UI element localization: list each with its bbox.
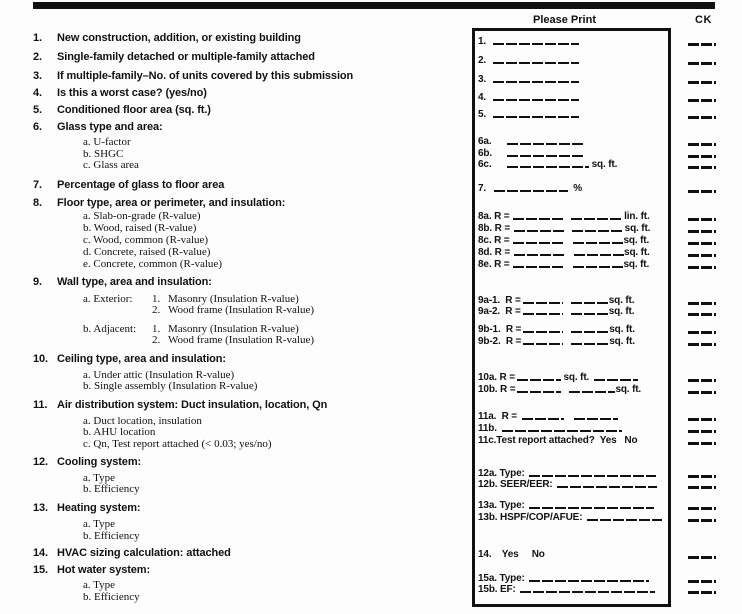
item-subitem	[83, 234, 208, 246]
entry-row-9a-1	[478, 296, 634, 306]
blank-field	[514, 224, 564, 232]
ck-mark	[688, 486, 716, 489]
item-number: 8.	[33, 197, 42, 209]
ck-mark	[688, 556, 716, 559]
item-number: 5.	[33, 104, 42, 116]
blank-field	[574, 412, 618, 420]
blank-field	[523, 337, 563, 345]
item-label: If multiple-family–No. of units covered by this submission	[57, 70, 354, 82]
entry-row-6c	[478, 160, 617, 170]
item-subitem	[83, 579, 115, 591]
entry-row-8a	[478, 212, 650, 222]
subitem-label: a. Type	[83, 518, 116, 530]
blank-field	[493, 37, 579, 45]
item-label: Is this a worst case? (yes/no)	[57, 87, 207, 99]
entry-row-12b	[478, 480, 657, 490]
subitem-label: a. Type	[83, 472, 116, 484]
blank-field	[523, 296, 563, 304]
ck-mark	[688, 391, 716, 394]
item-label: New construction, addition, or existing building	[57, 32, 301, 44]
item-number: 1.	[33, 32, 42, 44]
ck-mark	[688, 313, 716, 316]
blank-field	[493, 93, 579, 101]
blank-field	[520, 585, 655, 593]
entry-row-8c	[478, 236, 649, 246]
entry-label: 9b-2. R =	[478, 336, 522, 347]
blank-field	[571, 212, 621, 220]
blank-field	[493, 110, 579, 118]
entry-row-9a-2	[478, 307, 634, 317]
item-subitem	[83, 438, 272, 450]
item-subitem	[83, 222, 196, 234]
entry-label: 13a. Type:	[478, 500, 528, 511]
item-number: 6.	[33, 121, 42, 133]
blank-field	[529, 469, 656, 477]
blank-field	[507, 137, 585, 145]
entry-row-2	[478, 56, 579, 66]
item-12	[33, 456, 141, 468]
item-2	[33, 51, 315, 63]
blank-field	[523, 307, 563, 315]
item-label: Heating system:	[57, 502, 141, 514]
blank-field	[493, 75, 579, 83]
blank-field	[522, 412, 564, 420]
subitem-label: a. U-factor	[83, 136, 131, 148]
item-number: 15.	[33, 564, 48, 576]
sub-option-number: 1.	[152, 323, 161, 335]
please-print-label: Please Print	[533, 14, 596, 26]
item-label: HVAC sizing calculation: attached	[57, 547, 231, 559]
entry-label: 1.	[478, 36, 487, 47]
entry-row-11c	[478, 436, 637, 446]
item-label: Cooling system:	[57, 456, 142, 468]
subitem-label: e. Concrete, common (R-value)	[83, 258, 222, 270]
entry-label: sq. ft.	[608, 306, 635, 317]
entry-label: 8d. R =	[478, 247, 511, 258]
subitem-label: a. Slab-on-grade (R-value)	[83, 210, 201, 222]
entry-row-13b	[478, 513, 662, 523]
ck-mark	[688, 242, 716, 245]
item-subitem	[83, 518, 115, 530]
entry-row-3	[478, 75, 579, 85]
subitem-label: b. AHU location	[83, 426, 156, 438]
ck-mark	[688, 190, 716, 193]
item-3	[33, 70, 353, 82]
sub-option-number: 2.	[152, 304, 161, 316]
subitem-label: b. Efficiency	[83, 530, 140, 542]
entry-label: 5.	[478, 109, 487, 120]
item-sub-option	[83, 304, 314, 316]
subitem-label: b. Efficiency	[83, 483, 140, 495]
item-number: 12.	[33, 456, 48, 468]
item-14	[33, 547, 231, 559]
blank-field	[517, 385, 561, 393]
item-10	[33, 353, 226, 365]
sub-option-number: 1.	[152, 293, 161, 305]
item-number: 2.	[33, 51, 42, 63]
sub-option-number: 2.	[152, 334, 161, 346]
top-rule	[33, 2, 715, 9]
sub-option-key: b. Adjacent:	[83, 323, 137, 335]
entry-row-11b	[478, 424, 622, 434]
entry-row-12a	[478, 469, 656, 479]
entry-label: sq. ft.	[608, 295, 635, 306]
sub-option-label: Wood frame (Insulation R-value)	[168, 304, 315, 316]
entry-label: sq. ft.	[560, 372, 592, 383]
ck-mark	[688, 99, 716, 102]
blank-field	[573, 260, 623, 268]
blank-field	[571, 325, 609, 333]
ck-mark	[688, 254, 716, 257]
item-label: Hot water system:	[57, 564, 151, 576]
ck-column-label: CK	[695, 14, 712, 26]
entry-label: sq. ft.	[622, 223, 651, 234]
entry-label: 7.	[478, 183, 487, 194]
entry-label: 2.	[478, 55, 487, 66]
item-subitem	[83, 530, 140, 542]
ck-mark	[688, 475, 716, 478]
blank-field	[529, 501, 654, 509]
entry-label: 6c.	[478, 159, 492, 170]
blank-field	[529, 574, 649, 582]
item-1	[33, 32, 301, 44]
subitem-label: a. Under attic (Insulation R-value)	[83, 369, 235, 381]
subitem-label: b. Single assembly (Insulation R-value)	[83, 380, 258, 392]
entry-label: 11c.Test report attached? Yes No	[478, 435, 638, 446]
blank-field	[587, 513, 662, 521]
item-number: 13.	[33, 502, 48, 514]
blank-field	[569, 385, 615, 393]
sub-option-label: Masonry (Insulation R-value)	[168, 293, 299, 305]
ck-mark	[688, 143, 716, 146]
item-6	[33, 121, 163, 133]
item-label: Conditioned floor area (sq. ft.)	[57, 104, 211, 116]
entry-label: sq. ft.	[609, 336, 635, 347]
blank-field	[523, 325, 563, 333]
ck-mark	[688, 266, 716, 269]
ck-mark	[688, 155, 716, 158]
blank-field	[507, 149, 585, 157]
blank-field	[513, 212, 563, 220]
subitem-label: c. Qn, Test report attached (< 0.03; yes/no)	[83, 438, 272, 450]
entry-row-6a	[478, 137, 585, 147]
item-subitem	[83, 483, 140, 495]
ck-mark	[688, 442, 716, 445]
item-label: Percentage of glass to floor area	[57, 179, 225, 191]
entry-label: 8e. R =	[478, 259, 510, 270]
entry-label: 8c. R =	[478, 235, 510, 246]
item-label: Floor type, area or perimeter, and insulation:	[57, 197, 286, 209]
item-subitem	[83, 380, 257, 392]
item-sub-option	[83, 334, 314, 346]
blank-field	[571, 337, 609, 345]
item-subitem	[83, 258, 222, 270]
ck-mark	[688, 43, 716, 46]
entry-row-4	[478, 93, 579, 103]
entry-row-9b-2	[478, 337, 635, 347]
entry-label: 4.	[478, 92, 487, 103]
blank-field	[502, 424, 622, 432]
ck-mark	[688, 379, 716, 382]
blank-field	[572, 224, 622, 232]
entry-label: 6b.	[478, 148, 492, 159]
sub-option-label: Wood frame (Insulation R-value)	[168, 334, 315, 346]
entry-row-8d	[478, 248, 650, 258]
entry-row-5	[478, 110, 579, 120]
subitem-label: a. Duct location, insulation	[83, 415, 202, 427]
ck-mark	[688, 343, 716, 346]
item-13	[33, 502, 140, 514]
entry-label: sq. ft.	[615, 384, 642, 395]
item-number: 11.	[33, 399, 48, 411]
subitem-label: b. Wood, raised (R-value)	[83, 222, 197, 234]
entry-label: 8b. R =	[478, 223, 511, 234]
entry-row-10b	[478, 385, 641, 395]
ck-mark	[688, 62, 716, 65]
blank-field	[573, 236, 623, 244]
entry-label: sq. ft.	[589, 159, 618, 170]
entry-label: 9a-1. R =	[478, 295, 521, 306]
entry-label: 15a. Type:	[478, 573, 528, 584]
item-label: Wall type, area and insulation:	[57, 276, 212, 288]
entry-row-1	[478, 37, 579, 47]
entry-label: 9a-2. R =	[478, 306, 521, 317]
entry-row-10a	[478, 373, 638, 383]
blank-field	[517, 373, 561, 381]
entry-row-15b	[478, 585, 655, 595]
blank-field	[514, 248, 566, 256]
ck-mark	[688, 218, 716, 221]
entry-row-8b	[478, 224, 650, 234]
entry-row-15a	[478, 574, 649, 584]
subitem-label: b. Efficiency	[83, 591, 140, 603]
item-label: Glass type and area:	[57, 121, 163, 133]
entry-row-9b-1	[478, 325, 635, 335]
item-subitem	[83, 210, 201, 222]
entry-label: 6a.	[478, 136, 492, 147]
entry-label: lin. ft.	[621, 211, 650, 222]
item-number: 9.	[33, 276, 42, 288]
item-7	[33, 179, 224, 191]
entry-label: 12a. Type:	[478, 468, 528, 479]
entry-row-11a	[478, 412, 618, 422]
item-subitem	[83, 246, 210, 258]
blank-field	[513, 236, 565, 244]
ck-mark	[688, 519, 716, 522]
blank-field	[557, 480, 657, 488]
blank-field	[594, 373, 638, 381]
entry-label: 13b. HSPF/COP/AFUE:	[478, 512, 586, 523]
entry-label: 9b-1. R =	[478, 324, 522, 335]
item-number: 3.	[33, 70, 42, 82]
ck-mark	[688, 230, 716, 233]
entry-row-7	[478, 184, 582, 194]
item-8	[33, 197, 285, 209]
entry-label: 11a. R =	[478, 411, 520, 422]
blank-field	[507, 160, 589, 168]
item-label: Single-family detached or multiple-family attached	[57, 51, 315, 63]
blank-field	[493, 56, 579, 64]
item-number: 10.	[33, 353, 48, 365]
item-subitem	[83, 591, 140, 603]
item-15	[33, 564, 150, 576]
entry-label: 14. Yes No	[478, 549, 545, 560]
entry-label: sq. ft.	[623, 235, 650, 246]
entry-row-6b	[478, 149, 585, 159]
ck-mark	[688, 116, 716, 119]
item-5	[33, 104, 211, 116]
blank-field	[494, 184, 568, 192]
blank-field	[513, 260, 565, 268]
blank-field	[574, 248, 624, 256]
sub-option-key: a. Exterior:	[83, 293, 133, 305]
item-4	[33, 87, 207, 99]
ck-mark	[688, 302, 716, 305]
blank-field	[571, 307, 609, 315]
subitem-label: b. SHGC	[83, 148, 124, 160]
item-number: 7.	[33, 179, 42, 191]
subitem-label: c. Wood, common (R-value)	[83, 234, 209, 246]
ck-mark	[688, 331, 716, 334]
entry-label: sq. ft.	[609, 324, 635, 335]
entry-row-14	[478, 550, 545, 560]
blank-field	[571, 296, 609, 304]
item-9	[33, 276, 212, 288]
entry-label: 8a. R =	[478, 211, 510, 222]
subitem-label: d. Concrete, raised (R-value)	[83, 246, 211, 258]
item-subitem	[83, 426, 155, 438]
entry-row-8e	[478, 260, 649, 270]
entry-label: 12b. SEER/EER:	[478, 479, 556, 490]
ck-mark	[688, 418, 716, 421]
item-number: 14.	[33, 547, 48, 559]
entry-label: sq. ft.	[624, 247, 650, 258]
entry-label: 10a. R =	[478, 372, 515, 383]
ck-mark	[688, 81, 716, 84]
entry-label: 3.	[478, 74, 487, 85]
item-11	[33, 399, 327, 411]
ck-mark	[688, 580, 716, 583]
sub-option-label: Masonry (Insulation R-value)	[168, 323, 299, 335]
ck-mark	[688, 430, 716, 433]
ck-mark	[688, 507, 716, 510]
subitem-label: a. Type	[83, 579, 116, 591]
entry-label: 10b. R =	[478, 384, 516, 395]
entry-label: sq. ft.	[623, 259, 650, 270]
item-label: Ceiling type, area and insulation:	[57, 353, 226, 365]
ck-mark	[688, 591, 716, 594]
entry-row-13a	[478, 501, 654, 511]
entry-label: %	[568, 183, 582, 194]
item-subitem	[83, 136, 131, 148]
entry-label: 11b.	[478, 423, 500, 434]
item-label: Air distribution system: Duct insulation, location, Qn	[57, 399, 328, 411]
subitem-label: c. Glass area	[83, 159, 139, 171]
item-subitem	[83, 159, 139, 171]
ck-mark	[688, 166, 716, 169]
entry-label: 15b. EF:	[478, 584, 519, 595]
item-number: 4.	[33, 87, 42, 99]
